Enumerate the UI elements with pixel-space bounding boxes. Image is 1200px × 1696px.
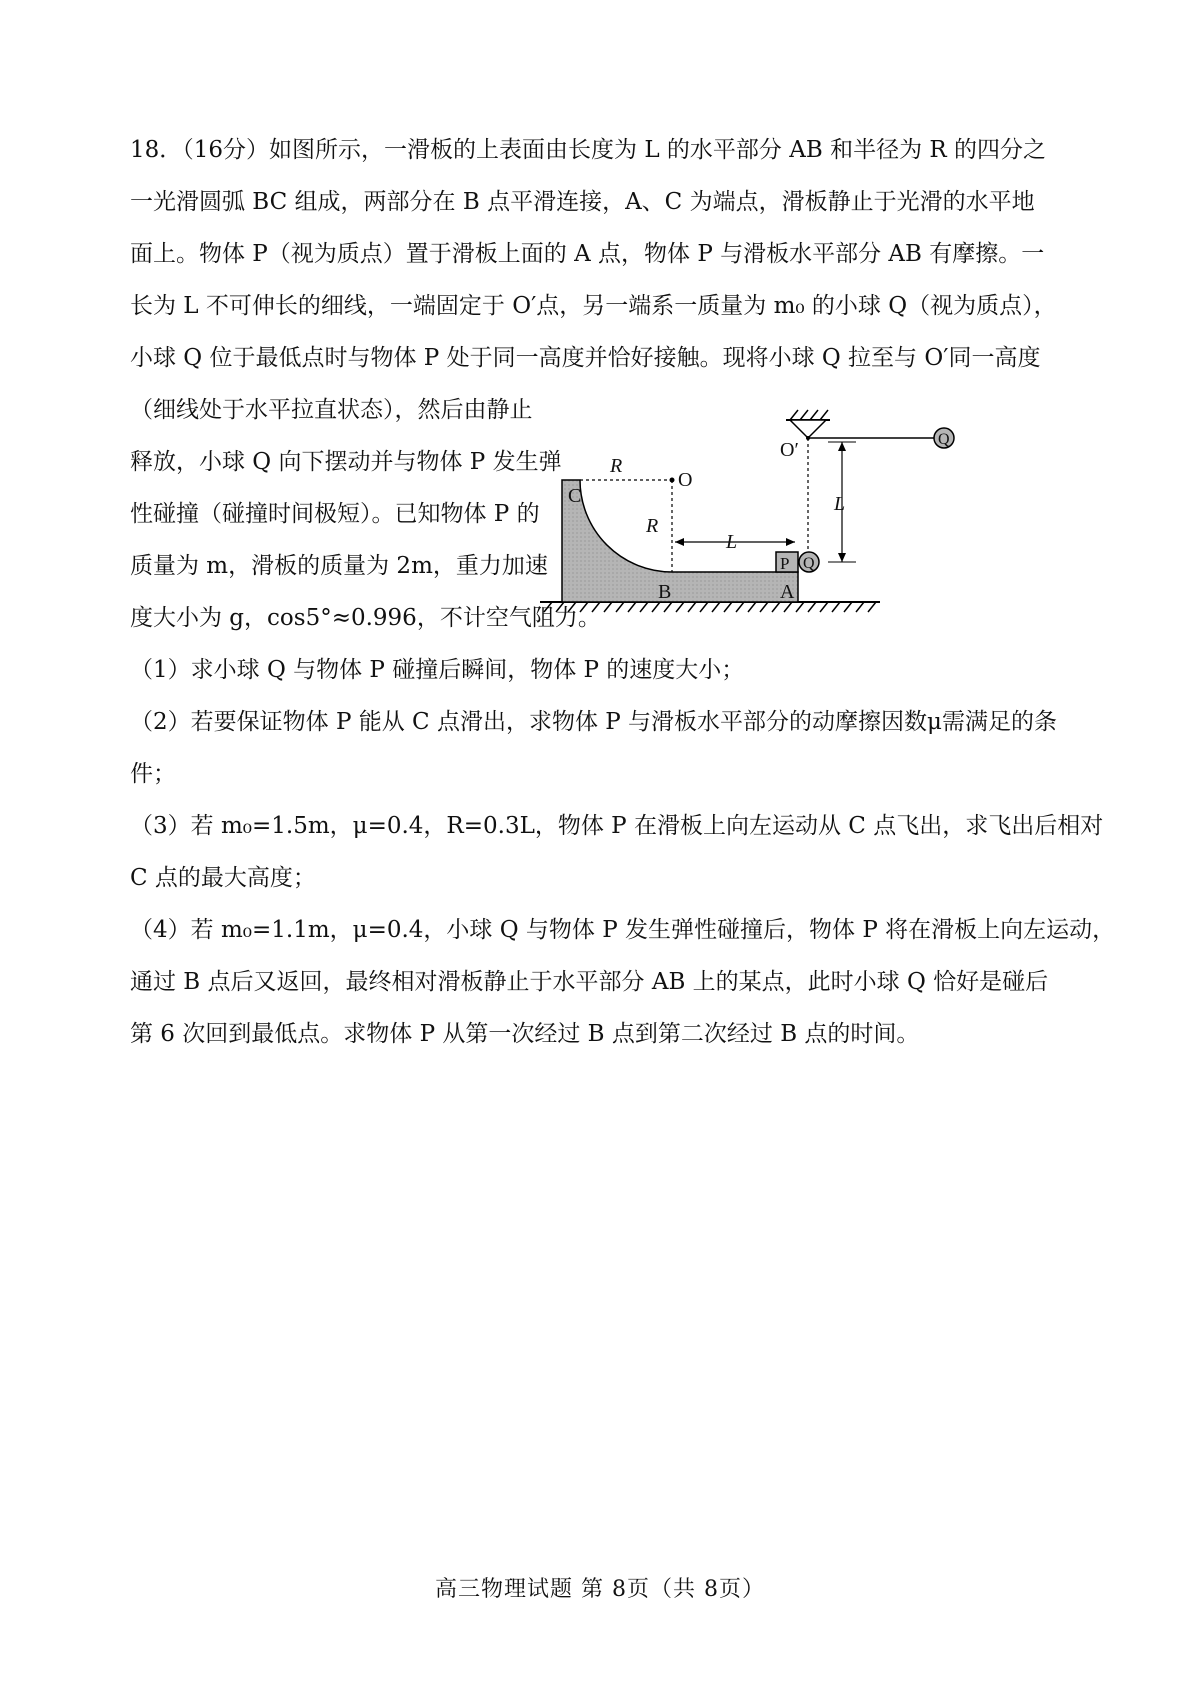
side-line-2: 释放，小球 Q 向下摆动并与物体 P 发生弹 xyxy=(130,449,562,475)
side-line-4: 质量为 m，滑板的质量为 2m，重力加速 xyxy=(130,553,548,579)
label-p: P xyxy=(780,554,790,573)
label-b: B xyxy=(658,581,672,603)
l-mid-arrow-right xyxy=(786,538,795,546)
question-4: （4）若 m₀=1.1m，μ=0.4，小球 Q 与物体 P 发生弹性碰撞后，物体 P 将在滑板上向左运动， xyxy=(130,917,1116,943)
question-3: （3）若 m₀=1.5m，μ=0.4，R=0.3L，物体 P 在滑板上向左运动从 C 点飞出，求飞出后相对 xyxy=(130,813,1104,839)
problem-line-5: 小球 Q 位于最低点时与物体 P 处于同一高度并恰好接触。现将小球 Q 拉至与 O′同一高度 xyxy=(130,345,1041,371)
label-a: A xyxy=(780,581,795,603)
problem-line-1: 18．（16分）如图所示，一滑板的上表面由长度为 L 的水平部分 AB 和半径为 R 的四分之 xyxy=(130,137,1047,163)
l-right-arrow-bottom xyxy=(838,553,846,562)
side-line-3: 性碰撞（碰撞时间极短）。已知物体 P 的 xyxy=(130,501,540,527)
side-line-5: 度大小为 g，cos5°≈0.996，不计空气阻力。 xyxy=(130,605,601,631)
question-2-cont: 件； xyxy=(130,761,176,787)
center-o-dot xyxy=(670,478,675,483)
ground-hatch xyxy=(544,602,876,612)
label-c: C xyxy=(568,485,582,507)
question-1: （1）求小球 Q 与物体 P 碰撞后瞬间，物体 P 的速度大小； xyxy=(130,657,745,683)
l-mid-arrow-left xyxy=(675,538,684,546)
physics-diagram xyxy=(568,420,1000,650)
label-q-high: Q xyxy=(938,431,950,448)
label-l-mid: L xyxy=(726,531,738,553)
pivot-triangle xyxy=(790,420,826,438)
label-r-top: R xyxy=(610,455,623,477)
label-o-prime: O′ xyxy=(780,439,799,461)
label-l-right: L xyxy=(834,493,846,515)
question-2: （2）若要保证物体 P 能从 C 点滑出，求物体 P 与滑板水平部分的动摩擦因数μ需满足的条 xyxy=(130,709,1057,735)
question-4-cont-2: 第 6 次回到最低点。求物体 P 从第一次经过 B 点到第二次经过 B 点的时间。 xyxy=(130,1021,920,1047)
side-line-1: （细线处于水平拉直状态），然后由静止 xyxy=(130,397,533,423)
problem-line-3: 面上。物体 P（视为质点）置于滑板上面的 A 点，物体 P 与滑板水平部分 AB 有摩擦。一 xyxy=(130,241,1045,267)
label-q-low: Q xyxy=(803,555,815,572)
question-4-cont-1: 通过 B 点后又返回，最终相对滑板静止于水平部分 AB 上的某点，此时小球 Q 恰好是碰后 xyxy=(130,969,1049,995)
support-hatch xyxy=(790,410,828,420)
problem-line-2: 一光滑圆弧 BC 组成，两部分在 B 点平滑连接，A、C 为端点，滑板静止于光滑的水平地 xyxy=(130,189,1035,215)
question-3-cont: C 点的最大高度； xyxy=(130,865,316,891)
problem-line-4: 长为 L 不可伸长的细线，一端固定于 O′点，另一端系一质量为 m₀ 的小球 Q（视为质点）， xyxy=(130,293,1057,319)
page-footer: 高三物理试题 第 8页（共 8页） xyxy=(435,1577,765,1602)
l-right-arrow-top xyxy=(838,442,846,451)
label-o: O xyxy=(678,469,693,491)
label-r-side: R xyxy=(646,515,659,537)
